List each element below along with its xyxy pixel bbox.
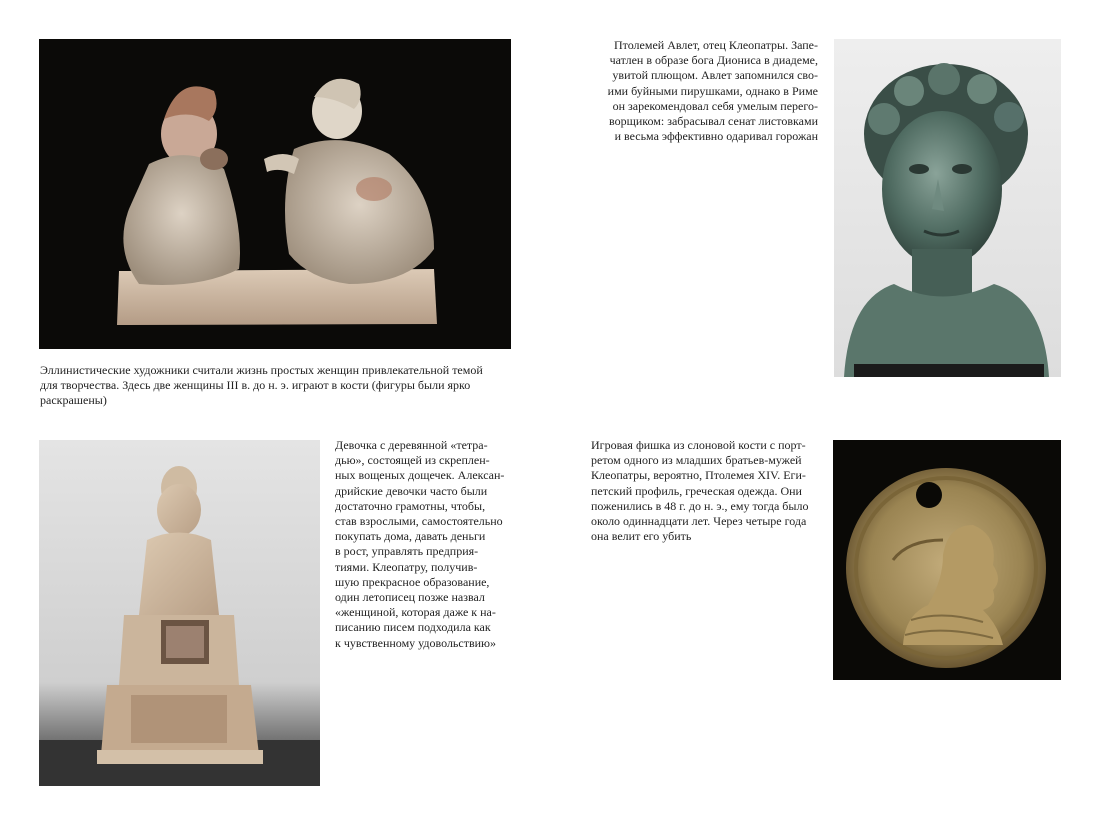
caption-ptolemy-auletes: [580, 38, 818, 144]
caption-line: Клеопатры, вероятно, Птолемея XIV. Еги-: [591, 468, 806, 483]
caption-girl-with-tablet: [335, 438, 535, 651]
caption-line: дрийские девочки часто были: [335, 483, 488, 498]
caption-line: шую прекрасное образование,: [335, 574, 490, 589]
caption-line: около одиннадцати лет. Через четыре года: [591, 514, 807, 529]
caption-line: чатлен в образе бога Диониса в диадеме,: [609, 53, 818, 68]
caption-line: Эллинистические художники считали жизнь простых женщин привлекательной темой: [40, 363, 483, 377]
caption-line: раскрашены): [40, 393, 107, 408]
caption-line: увитой плющом. Авлет запомнился сво-: [612, 68, 818, 83]
caption-line: поженились в 48 г. до н. э., ему тогда было: [591, 498, 809, 513]
photo-girl-with-tablet: [39, 440, 320, 786]
caption-line: Девочка с деревянной «тетра-: [335, 438, 488, 452]
photo-ivory-token: [833, 440, 1061, 680]
terracotta-girl-image: [39, 440, 320, 786]
caption-line: она велит его убить: [591, 529, 692, 544]
caption-dice-players: [40, 363, 520, 409]
caption-line: Птолемей Авлет, отец Клеопатры. Запе-: [613, 38, 818, 52]
caption-line: он зарекомендовал себя умелым перего-: [612, 98, 818, 113]
caption-line: в рост, управлять предприя-: [335, 544, 479, 559]
caption-line: к чувственному удовольствию»: [335, 635, 497, 650]
caption-line: ных вощеных дощечек. Алексан-: [335, 468, 505, 483]
caption-line: писанию писем подходила как: [335, 620, 491, 635]
caption-line: став взрослыми, самостоятельно: [335, 514, 503, 529]
caption-line: покупать дома, давать деньги: [335, 529, 486, 544]
caption-line: достаточно грамотны, чтобы,: [335, 498, 486, 513]
caption-line: дью», состоящей из скреплен-: [335, 453, 490, 468]
caption-line: один летописец позже назвал: [335, 590, 485, 605]
dice-players-figurine-image: [39, 39, 511, 349]
caption-line: для творчества. Здесь две женщины III в. до н. э. играют в кости (фигуры были ярко: [40, 378, 471, 393]
caption-line: ворщиком: забрасывал сенат листовками: [609, 114, 818, 129]
caption-line: петский профиль, греческая одежда. Они: [591, 483, 802, 498]
caption-line: Игровая фишка из слоновой кости с порт-: [591, 438, 806, 452]
caption-line: ретом одного из младших братьев-мужей: [591, 453, 802, 468]
ivory-token-image: [833, 440, 1061, 680]
bronze-bust-image: [834, 39, 1061, 377]
caption-ivory-token: [591, 438, 827, 544]
photo-ptolemy-auletes-bust: [834, 39, 1061, 377]
caption-line: и весьма эффективно одаривал горожан: [614, 129, 818, 144]
caption-line: тиями. Клеопатру, получив-: [335, 559, 478, 574]
caption-line: «женщиной, которая даже к на-: [335, 605, 496, 620]
caption-line: ими буйными пирушками, однако в Риме: [607, 83, 818, 98]
photo-dice-players: [39, 39, 511, 349]
